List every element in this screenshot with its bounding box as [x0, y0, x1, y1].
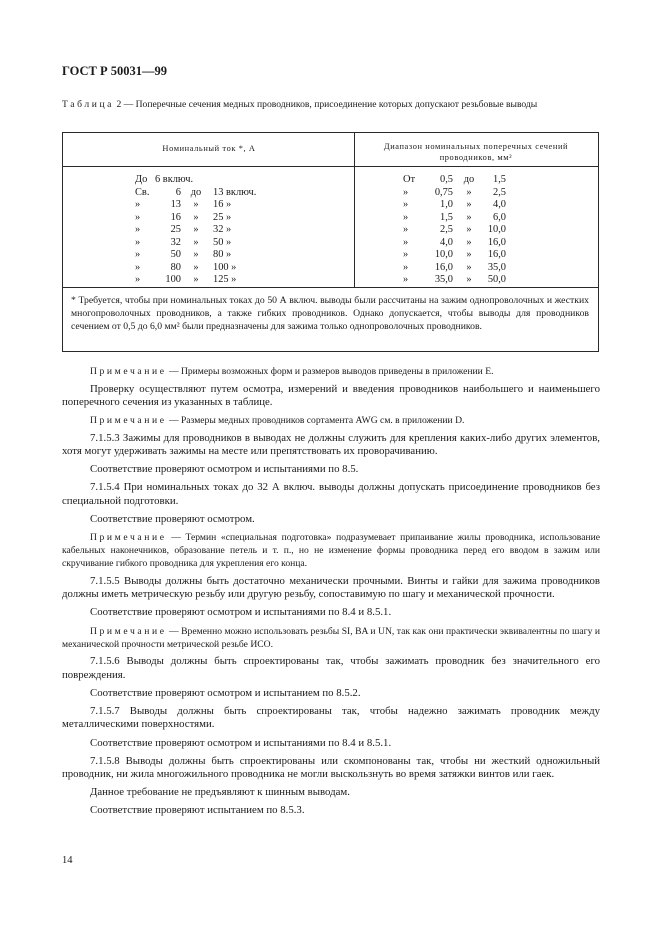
- table-cell: »: [193, 274, 199, 285]
- table-cell: »: [403, 199, 409, 210]
- table-cell: 2,5: [493, 186, 506, 198]
- table-cell: »: [135, 211, 141, 223]
- table-cell: Св.: [135, 186, 150, 198]
- table-cell: 100 »: [213, 261, 237, 273]
- table-cell: до: [463, 174, 475, 185]
- paragraph: 7.1.5.5 Выводы должны быть достаточно механически прочными. Винты и гайки для зажима проводников должны иметь метрическую резьбу или другую резьбу, сопоставимую по шагу и механической прочности.: [62, 574, 600, 601]
- table-cell: »: [466, 249, 472, 260]
- table-cell: 16: [170, 211, 181, 223]
- table-cell: »: [135, 261, 141, 273]
- table-caption: [62, 99, 600, 111]
- table-cell: »: [466, 261, 472, 273]
- table-cell: »: [135, 274, 141, 285]
- table-cell: 16 »: [213, 199, 232, 210]
- table-cell: »: [193, 224, 199, 235]
- paragraph: 7.1.5.4 При номинальных токах до 32 А включ. выводы должны допускать присоединение проводников без специальной подготовки.: [62, 481, 600, 508]
- table-cell: »: [403, 211, 409, 223]
- table-cell: 1,0: [440, 199, 453, 210]
- table-cell: 50: [170, 249, 181, 260]
- table-cell: 13 включ.: [213, 186, 257, 198]
- header-divider: [63, 166, 598, 167]
- table-cell: »: [193, 211, 199, 223]
- table-cell: »: [193, 236, 199, 248]
- table-cell: »: [135, 249, 141, 260]
- table-cell: »: [193, 249, 199, 260]
- table-cell: 13: [170, 199, 181, 210]
- table-cell: 32: [170, 236, 181, 248]
- table-cell: »: [403, 186, 409, 198]
- table-cell: 35,0: [434, 274, 453, 285]
- col-header-cross-section: Диапазон номинальных поперечных сечений проводников, мм²: [383, 142, 569, 162]
- paragraph: Проверку осуществляют путем осмотра, измерений и введения проводников наибольшего и наименьшего поперечного сечения из указанных в таблице.: [62, 382, 600, 409]
- table-cell: 80: [170, 261, 181, 273]
- table-cell: »: [466, 199, 472, 210]
- note-paragraph: Примечание — Термин «специальная подготовка» подразумевает припаивание жилы проводника, использование кабельных наконечников, образование петель и т. п., но не изменение формы проводника перед его вводом в зажим или скручивание гибкого проводника для укрепления его конца.: [62, 532, 600, 570]
- paragraph: Соответствие проверяют осмотром и испытаниями по 8.4 и 8.5.1.: [90, 736, 392, 749]
- table-cell: 35,0: [487, 261, 506, 273]
- paragraph: 7.1.5.6 Выводы должны быть спроектированы так, чтобы зажимать проводник без значительного его повреждения.: [62, 655, 600, 681]
- note-label: Примечание: [90, 415, 167, 427]
- main-text: [62, 365, 600, 822]
- table-cell: 0,75: [434, 186, 453, 198]
- table-cell: 1,5: [493, 174, 506, 185]
- page-number: 14: [62, 855, 73, 866]
- table-cell: 80 »: [213, 249, 232, 260]
- footnote-divider: [63, 287, 598, 288]
- table-cell: 16,0: [487, 249, 506, 260]
- note-label: Примечание: [90, 366, 167, 377]
- paragraph: Соответствие проверяют осмотром.: [90, 513, 255, 526]
- document-header: ГОСТ Р 50031—99: [62, 64, 168, 78]
- paragraph: Данное требование не предъявляют к шинным выводам.: [90, 786, 350, 799]
- table-cell: »: [135, 199, 141, 210]
- table-cell: 10,0: [487, 224, 506, 235]
- table-cell: »: [135, 224, 141, 235]
- note-paragraph: Примечание — Временно можно использовать резьбы SI, BA и UN, так как они практически эквивалентны по шагу и механической прочности метрической резьбе ИСО.: [62, 625, 600, 650]
- table-cell: »: [403, 236, 409, 248]
- table-cell: до: [190, 186, 202, 198]
- paragraph: Соответствие проверяют осмотром и испытаниями по 8.5.: [90, 463, 359, 476]
- table-cell: 25: [170, 224, 181, 235]
- paragraph: 7.1.5.7 Выводы должны быть спроектированы так, чтобы надежно зажимать проводник между металлическими поверхностями.: [62, 704, 600, 731]
- conductor-table: [62, 132, 599, 352]
- column-divider: [354, 133, 355, 287]
- table-footnote: * Требуется, чтобы при номинальных токах до 50 А включ. выводы были рассчитаны на зажим однопроволочных и жестких многопроволочных проводников, а также гибких проводников. Однако допускается, чтобы выводы для проводников сечением от 0,5 до 6,0 мм² были предназначены для зажима только однопроволочных проводников.: [71, 295, 589, 332]
- table-cell: »: [403, 274, 409, 285]
- paragraph: Соответствие проверяют осмотром и испытаниями по 8.4 и 8.5.1.: [90, 606, 392, 619]
- table-cell: 0,5: [440, 174, 453, 185]
- table-cell: »: [466, 224, 472, 235]
- note-paragraph: Примечание — Примеры возможных форм и размеров выводов приведены в приложении Е.: [90, 366, 494, 377]
- col-header-current: Номинальный ток *, А: [162, 144, 256, 153]
- table-cell: »: [466, 236, 472, 248]
- table-cell: От: [403, 174, 416, 185]
- paragraph: Соответствие проверяют осмотром и испытанием по 8.5.2.: [90, 686, 361, 699]
- table-cell: 32 »: [213, 224, 232, 235]
- table-cell: »: [466, 186, 472, 198]
- table-cell: 25 »: [213, 211, 232, 223]
- table-cell: До: [135, 174, 148, 185]
- table-cell: »: [193, 261, 199, 273]
- paragraph: 7.1.5.8 Выводы должны быть спроектированы или скомпонованы так, чтобы ни жесткий одножильный проводник, ни жила многожильного проводника не могли выскользнуть во время затяжки винтов или гаек.: [62, 754, 600, 781]
- table-cell: 50,0: [487, 274, 506, 285]
- table-cell: 16,0: [434, 261, 453, 273]
- table-cell: 125 »: [213, 274, 237, 285]
- table-cell: 6: [175, 186, 181, 198]
- table-cell: 2,5: [440, 224, 453, 235]
- table-cell: »: [193, 199, 199, 210]
- note-paragraph: Примечание — Размеры медных проводников сортамента AWG см. в приложении D.: [90, 415, 465, 427]
- table-cell: 50 »: [213, 236, 232, 248]
- table-cell: »: [403, 249, 409, 260]
- table-caption-label: Таблица: [62, 99, 115, 110]
- table-cell: »: [403, 224, 409, 235]
- table-cell: »: [466, 211, 472, 223]
- table-cell: 6,0: [493, 211, 506, 223]
- note-label: Примечание: [90, 625, 167, 637]
- table-cell: »: [466, 274, 472, 285]
- table-cell: 10,0: [434, 249, 453, 260]
- table-cell: 100: [165, 274, 181, 285]
- paragraph: 7.1.5.3 Зажимы для проводников в выводах не должны служить для крепления каких-либо других элементов, хотя могут удерживать зажимы на месте или препятствовать их проворачиванию.: [62, 431, 600, 458]
- table-cell: 16,0: [487, 236, 506, 248]
- paragraph: Соответствие проверяют испытанием по 8.5.3.: [90, 804, 305, 817]
- table-caption-text: 2 — Поперечные сечения медных проводников, присоединение которых допускают резьбовые выводы: [114, 99, 538, 110]
- table-cell: 6 включ.: [155, 174, 194, 185]
- table-cell: 4,0: [440, 236, 453, 248]
- table-cell: 4,0: [493, 199, 506, 210]
- table-cell: »: [135, 236, 141, 248]
- note-label: Примечание: [90, 532, 167, 544]
- table-cell: »: [403, 261, 409, 273]
- table-cell: 1,5: [440, 211, 453, 223]
